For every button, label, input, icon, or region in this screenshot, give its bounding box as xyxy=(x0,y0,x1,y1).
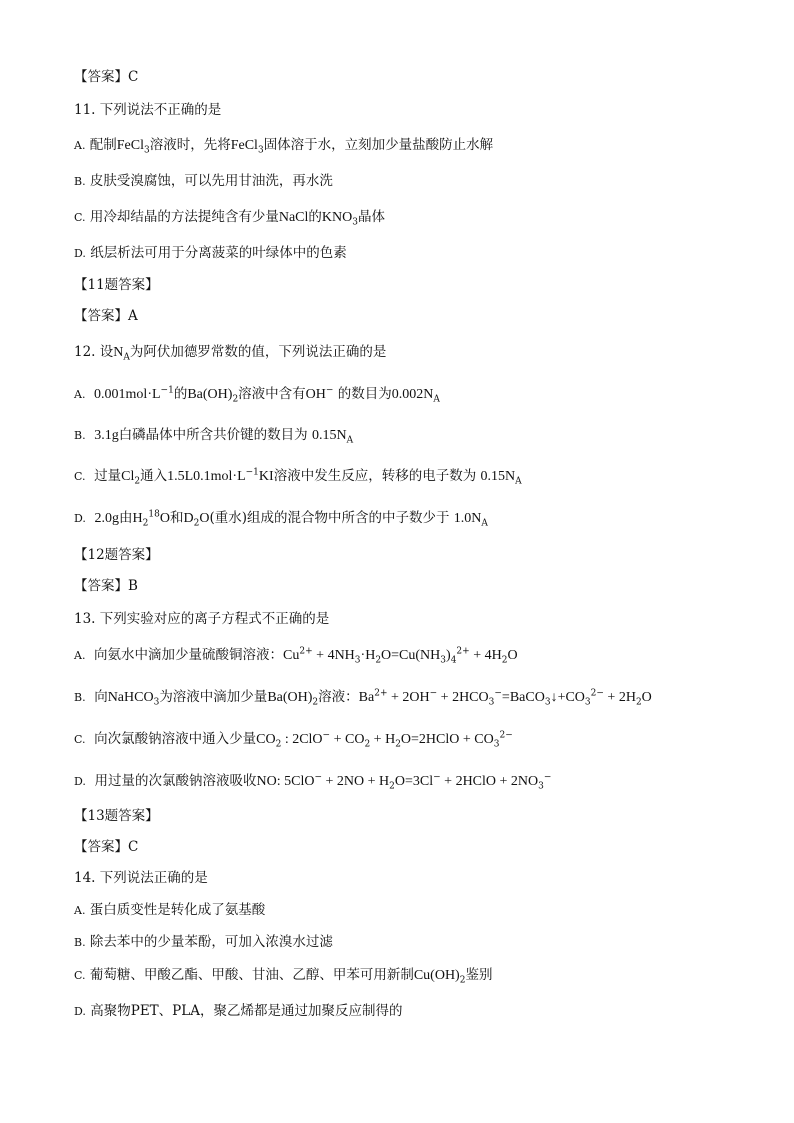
q11-stem: 11. 下列说法不正确的是 xyxy=(74,102,222,118)
q12-answer: 【答案】B xyxy=(74,578,138,594)
q12-option-b: B. 3.1g白磷晶体中所含共价键的数目为 $0.15N_A$ xyxy=(74,427,354,446)
q12-answer-heading: 【12题答案】 xyxy=(74,547,159,563)
q11-option-a: A. 配制FeCl$_3$溶液时，先将FeCl$_3$固体溶于水，立刻加少量盐酸防止水解 xyxy=(74,137,494,156)
q14-option-c: C. 葡萄糖、甲酸乙酯、甲酸、甘油、乙醇、甲苯可用新制$Cu(OH)_2$鉴别 xyxy=(74,967,493,986)
q11-option-d: D. 纸层析法可用于分离菠菜的叶绿体中的色素 xyxy=(74,245,347,261)
q13-option-c: C. 向次氯酸钠溶液中通入少量$CO_2$ : $2ClO^- + CO_2$ + $H_2O=2HClO + CO_3^{2-}$ xyxy=(74,730,513,750)
answer-prev: 【答案】C xyxy=(74,69,139,85)
q13-option-b: B. 向NaHCO$_3$为溶液中滴加少量$Ba(OH)_2$溶液：$Ba^{2+} + 2OH^-$ + $2HCO_3^-=BaCO_3↓+CO_3^{2-} + 2H_2O$ xyxy=(74,688,652,708)
q14-option-b: B. 除去苯中的少量苯酚，可加入浓溴水过滤 xyxy=(74,934,333,950)
q14-option-a: A. 蛋白质变性是转化成了氨基酸 xyxy=(74,902,266,918)
q14-option-d: D. 高聚物PET、PLA，聚乙烯都是通过加聚反应制得的 xyxy=(74,1003,403,1019)
q11-answer: 【答案】A xyxy=(74,308,138,324)
q12-option-a: A. $0.001mol\cdot L^{-1}$的$Ba(OH)_2$溶液中含有OH− 的数目为$0.002N_A$ xyxy=(74,385,440,405)
q13-answer-heading: 【13题答案】 xyxy=(74,808,159,824)
q12-stem: 12. 设$N_A$为阿伏加德罗常数的值，下列说法正确的是 xyxy=(74,344,387,363)
q11-option-c: C. 用冷却结晶的方法提纯含有少量NaCl的$KNO_3$晶体 xyxy=(74,209,385,228)
q13-stem: 13. 下列实验对应的离子方程式不正确的是 xyxy=(74,611,330,627)
q13-option-d: D. 用过量的次氯酸钠溶液吸收NO: $5ClO^- + 2NO + H_2O=3Cl^-$ + 2HClO + $2NO_3^-$ xyxy=(74,772,552,792)
q11-answer-heading: 【11题答案】 xyxy=(74,277,159,293)
q12-option-d: D. 2.0g由$H_2^{18}O$和$D_2O$(重水)组成的混合物中所含的中子数少于 $1.0N_A$ xyxy=(74,509,488,529)
q14-stem: 14. 下列说法正确的是 xyxy=(74,870,208,886)
q13-answer: 【答案】C xyxy=(74,839,139,855)
q13-option-a: A. 向氨水中滴加少量硫酸铜溶液：$Cu^{2+} + 4NH_3\cdot H_2O=Cu(NH_3)_4^{2+} + 4H_2O$ xyxy=(74,646,518,666)
q11-option-b: B. 皮肤受溴腐蚀，可以先用甘油洗，再水洗 xyxy=(74,173,333,189)
q12-option-c: C. 过量$Cl_2$通入$1.5L0.1mol\cdot L^{-1}KI$溶液中发生反应，转移的电子数为 $0.15N_A$ xyxy=(74,467,522,487)
